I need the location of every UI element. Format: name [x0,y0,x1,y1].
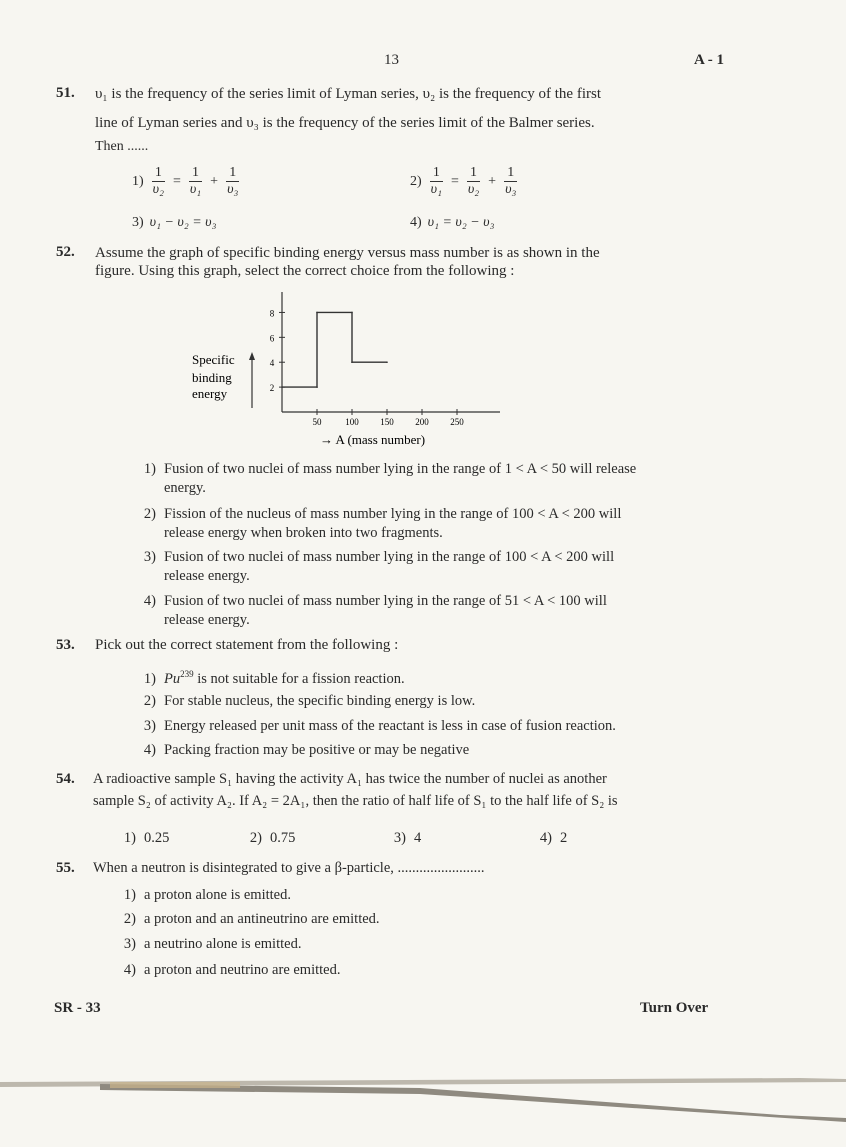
option-text-line2: release energy when broken into two fragments. [164,525,443,541]
q51-option-2[interactable]: 2) $\frac{1}{\text{υ₁}}$ = $\frac{1}{\text{υ₂}}$ + $\frac{1}{\text{υ₃}}$ [410,165,519,198]
question-number-55: 55. [56,860,75,876]
option-text: Packing fraction may be positive or may be negative [164,742,470,758]
y-axis-label-line1: Specific [192,352,235,367]
q51-option-1[interactable]: 1) $\frac{1}{\text{υ₂}}$ = $\frac{1}{\text{υ₁}}$ + $\frac{1}{\text{υ₃}}$ [132,165,241,198]
y-tick-label: 8 [269,308,275,319]
question-number-52: 52. [56,244,75,260]
option-text: a neutrino alone is emitted. [144,936,302,952]
q55-option-4[interactable] [110,961,341,980]
fraction: $\frac{1}{\text{υ₂}}$ [467,165,480,197]
q52-option-3[interactable] [130,548,614,586]
q51-text-line1: υ₁ is the frequency of the series limit of Lyman series, υ₂ is the frequency of the first [95,86,602,102]
q51-option-4[interactable] [410,215,494,231]
q52-option-4[interactable] [130,592,607,630]
q52-text-line2: figure. Using this graph, select the correct choice from the following : [95,263,515,279]
chart-plot-area [270,292,500,427]
data-point [281,386,283,388]
option-number: 4) [410,215,422,230]
option-number: 1) [123,887,136,903]
paper-code: SR - 33 [54,1000,101,1016]
q52-option-1[interactable] [130,460,636,498]
option-number: 4) [143,593,156,609]
option-number: 1) [143,461,156,477]
x-tick-label: 150 [380,417,394,427]
q54-text-line2: sample S₂ of activity A₂. If A₂ = 2A₁, then the ratio of half life of S₁ to the half life of S₂ is [93,793,618,809]
q55-option-3[interactable] [110,935,301,954]
option-number: 2) [143,506,156,522]
scan-edge-diagonal [100,1084,846,1122]
option-number: 2) [410,173,422,189]
option-number: 2) [249,830,262,846]
page-number: 13 [384,52,399,68]
x-tick-label: 200 [415,417,429,427]
q54-option-2[interactable] [236,829,295,848]
q53-text: Pick out the correct statement from the following : [95,637,399,653]
y-axis-label-line3: energy [192,386,228,401]
fraction: $\frac{1}{\text{υ₃}}$ [227,165,239,197]
q52-text-line1: Assume the graph of specific binding energy versus mass number is as shown in the [95,245,600,261]
option-text-line1: Fusion of two nuclei of mass number lying in the range of 51 < A < 100 will [164,593,607,609]
option-text-line1: Fission of the nucleus of mass number lying in the range of 100 < A < 200 will [164,506,622,522]
pu-mass-number: 239 [180,669,194,679]
data-point [351,361,353,363]
option-number: 1) [132,173,144,189]
data-point [316,312,318,314]
y-tick-label: 6 [269,333,275,344]
option-text: is not suitable for a fission reaction. [193,670,405,687]
x-tick-label: 50 [312,417,322,427]
option-text-line2: release energy. [164,568,250,584]
option-text: a proton alone is emitted. [144,887,291,903]
q53-option-1[interactable] [130,665,405,689]
q51-text-line3: Then ...... [95,139,149,154]
x-tick-label: 100 [345,417,359,427]
page-bottom-edge [0,1070,846,1147]
pu-symbol: Pu [164,670,181,687]
option-text: 2 [560,830,568,846]
option-text-line1: Fusion of two nuclei of mass number lying in the range of 100 < A < 200 will [164,549,615,565]
option-text-line1: Fusion of two nuclei of mass number lying in the range of 1 < A < 50 will release [164,461,637,477]
option-text: Energy released per unit mass of the reactant is less in case of fusion reaction. [164,718,616,734]
option-number: 3) [132,215,144,230]
data-point [316,386,318,388]
q55-option-2[interactable] [110,910,380,929]
option-text: a proton and an antineutrino are emitted. [144,911,380,927]
y-axis-label-line2: binding [192,370,232,385]
scan-stain [110,1082,240,1088]
q51-option-3[interactable] [132,215,216,231]
option-number: 3) [123,936,136,952]
option-text [164,592,607,630]
option-text: υ₁ = υ₂ − υ₃ [427,215,495,230]
fraction: $\frac{1}{\text{υ₁}}$ [189,165,202,197]
q53-option-3[interactable] [130,717,616,736]
turn-over: Turn Over [640,1000,709,1016]
q53-option-2[interactable] [130,692,475,711]
q54-option-3[interactable] [380,829,421,848]
option-number: 1) [123,830,136,846]
q52-option-2[interactable] [130,505,621,543]
binding-energy-chart [180,290,500,450]
option-text-line2: release energy. [164,612,250,628]
option-text: υ₁ − υ₂ = υ₃ [149,215,217,230]
option-text: For stable nucleus, the specific binding energy is low. [164,693,476,709]
option-text [164,505,621,543]
y-tick-label: 4 [269,358,275,369]
option-number: 4) [539,830,552,846]
data-point [386,361,388,363]
q54-option-1[interactable] [110,829,169,848]
option-number: 3) [393,830,406,846]
option-text: a proton and neutrino are emitted. [144,962,341,978]
q53-option-4[interactable] [130,741,469,760]
option-text: 0.25 [144,830,170,846]
q54-option-4[interactable] [526,829,567,848]
option-text [164,460,636,498]
fraction: $\frac{1}{\text{υ₂}}$ [152,165,164,197]
question-number-53: 53. [56,637,75,653]
y-tick-label: 2 [269,383,275,394]
x-axis-label: → A (mass number) [320,432,426,447]
option-text-line2: energy. [164,480,206,496]
option-text: 4 [414,830,422,846]
option-text: 0.75 [270,830,296,846]
q54-text-line1: A radioactive sample S₁ having the activity A₁ has twice the number of nuclei as another [93,771,607,787]
q51-text-line2: line of Lyman series and υ₃ is the frequency of the series limit of the Balmer series. [95,115,595,131]
option-number: 2) [123,911,136,927]
option-number: 4) [123,962,136,978]
y-label-arrowhead [249,352,255,360]
option-text [164,548,614,586]
fraction: $\frac{1}{\text{υ₁}}$ [430,165,442,197]
set-code: A - 1 [694,52,724,68]
x-tick-label: 250 [450,417,464,427]
fraction: $\frac{1}{\text{υ₃}}$ [505,165,517,197]
series-line-0 [282,312,387,387]
option-number: 3) [143,549,156,565]
option-number: 3) [143,718,156,734]
question-number-51: 51. [56,85,75,101]
q55-text: When a neutron is disintegrated to give a β-particle, ........................ [93,860,485,876]
option-number: 2) [143,693,156,709]
question-number-54: 54. [56,771,75,787]
option-number: 1) [143,670,156,687]
option-number: 4) [143,742,156,758]
data-point [351,312,353,314]
q55-option-1[interactable] [110,886,291,905]
